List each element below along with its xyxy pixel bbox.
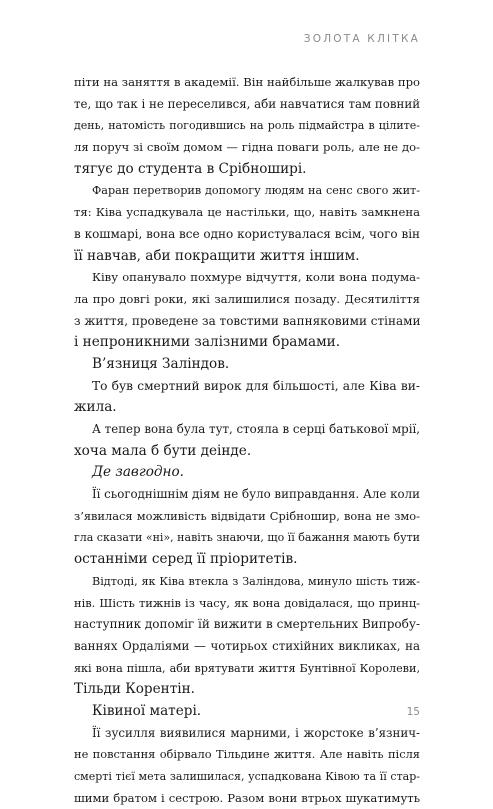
text-line: з’явилася можливість відвідати Срібношир, вона не змо- bbox=[74, 508, 420, 523]
text-line: в кошмарі, вона все одно користувалася всім, чого він bbox=[74, 226, 421, 241]
text-line: Ківиної матері. bbox=[92, 702, 202, 719]
text-line: хоча мала б бути деінде. bbox=[74, 442, 252, 459]
text-line: шими братом і сестрою. Разом вони втрьох шукатимуть bbox=[74, 790, 420, 805]
italic-text: Де завгодно. bbox=[92, 464, 184, 481]
text-line: Її сьогоднішнім діям не було виправдання. Але коли bbox=[92, 487, 420, 502]
text-line bbox=[74, 462, 420, 484]
body-text bbox=[74, 72, 420, 809]
text-line: ля поруч зі своїм домом — гідна поваги роль, але не до- bbox=[74, 140, 420, 155]
text-line: і непроникними залізними брамами. bbox=[74, 334, 341, 351]
text-line: які вона пішла, аби врятувати життя Бунтівної Королеви, bbox=[74, 661, 420, 675]
text-line: день, натомість погодившись на роль підмайстра в цілите- bbox=[74, 119, 420, 133]
text-line: Тільди Корентін. bbox=[74, 681, 195, 698]
text-line: Її зусилля виявилися марними, і жорстоке в’язнич- bbox=[92, 725, 420, 740]
text-line: жила. bbox=[74, 399, 117, 416]
text-line: ла про довгі роки, які залишилися позаду. Десятиліття bbox=[74, 291, 420, 306]
text-line: те, що так і не переселився, аби навчатися там повний bbox=[74, 96, 421, 111]
text-line: То був смертний вирок для більшості, але Ківа ви- bbox=[92, 378, 420, 393]
page-number: 15 bbox=[406, 706, 420, 718]
text-line: наступник допоміг їй вижити в смертельних Випробу- bbox=[74, 617, 420, 632]
text-line: гла сказати «ні», навіть знаючи, що її бажання мають бути bbox=[74, 531, 421, 545]
text-line: нів. Шість тижнів із часу, як вона довідалася, що принц- bbox=[74, 595, 420, 610]
text-line: піти на заняття в академії. Він найбільше жалкував про bbox=[74, 75, 420, 89]
text-line: В’язниця Заліндов. bbox=[92, 355, 230, 372]
text-line: ваннях Ордаліями — чотирьох стихійних викликах, на bbox=[74, 638, 420, 653]
text-line: тя: Ківа успадкувала це настільки, що, навіть замкнена bbox=[74, 205, 420, 220]
text-line: А тепер вона була тут, стояла в серці батькової мрії, bbox=[92, 422, 420, 436]
text-line: з життя, проведене за товстими вапняковими стінами bbox=[74, 313, 421, 328]
text-line: Фаран перетворив допомогу людям на сенс свого жит- bbox=[92, 184, 420, 198]
text-line: Відтоді, як Ківа втекла з Заліндова, минуло шість тиж- bbox=[92, 574, 420, 588]
text-line: її навчав, аби покращити життя іншим. bbox=[74, 247, 360, 264]
text-line: тягує до студента в Срібноширі. bbox=[74, 160, 307, 177]
text-line: смерті тієї мета залишилася, успадкована Ківою та її стар- bbox=[74, 770, 420, 783]
running-head: ЗОЛОТА КЛІТКА bbox=[303, 33, 420, 45]
text-line: Ківу опанувало похмуре відчуття, коли вона подума- bbox=[92, 270, 420, 285]
text-line: не повстання обірвало Тільдине життя. Але навіть після bbox=[74, 747, 420, 762]
text-line: останніми серед її пріоритетів. bbox=[74, 551, 298, 568]
